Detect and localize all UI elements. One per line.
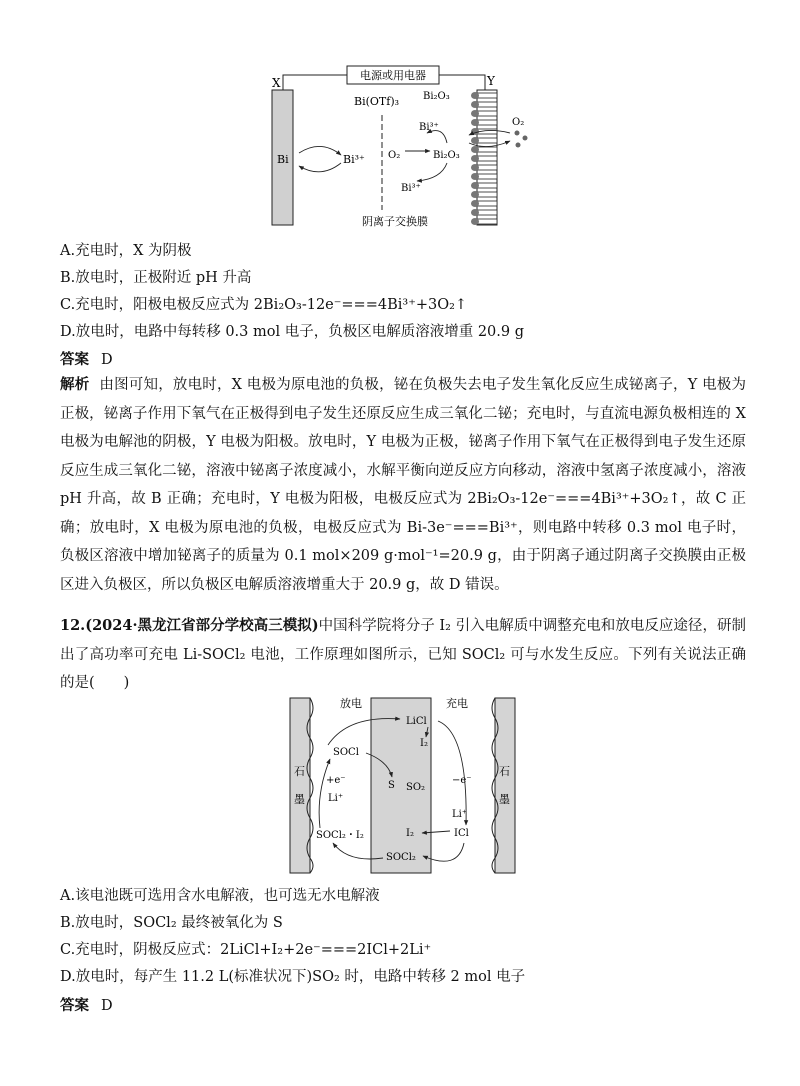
electrode-rod [477,192,497,197]
q11-option-d: D.放电时，电路中每转移 0.3 mol 电子，负极区电解质溶液增重 20.9 g [60,324,525,340]
o2-dot [523,136,528,141]
porous-electrode [471,90,497,225]
bi2o3-mid-label: Bi₂O₃ [433,150,460,161]
q12-stem [60,612,746,698]
q12-option-c: C.充电时，阴极反应式：2LiCl+I₂+2e⁻===2ICl+2Li⁺ [60,942,432,958]
electrode-rod [477,147,497,152]
q12-option-b: B.放电时，SOCl₂ 最终被氧化为 S [60,915,283,931]
plus-e-label: +e⁻ [326,775,346,786]
bi2o3-particle [471,182,479,189]
electrode-x-label: X [272,76,281,90]
electrode-rod [477,111,497,116]
socl-label: SOCl [333,747,359,758]
bi2o3-top-label: Bi₂O₃ [423,91,450,102]
right-wire [439,75,485,90]
minus-e-label: −e⁻ [452,775,472,786]
answer-label: 答案 [60,351,89,368]
q12-answer [60,996,113,1016]
analysis-text: 由图可知，放电时，X 电极为原电池的负极，铋在负极失去电子发生氧化反应生成铋离子，Y 电极为正极，铋离子作用下氧气在正极得到电子发生还原反应生成三氧化二铋；充电时，与直流电源负极相连的 X 电极为电解池的阴极，Y 电极为阳极。放电时，Y 电极为正极，铋离子作用下氧气在正极得到电子发生还原反应生成三氧化二铋，溶液中铋离子浓度减小，水解平衡向逆反应方向移动，溶液中氢离子浓度减小，溶液 pH 升高，故 B 正确；充电时，Y 电极为阳极，电极反应式为 2Bi₂O₃-12e⁻===4Bi³⁺+3O₂↑，故 C 正确；放电时，X 电极为原电池的负极，电极反应式为 Bi-3e⁻===Bi³⁺，则电路中转移 0.3 mol 电子时，负极区溶液中增加铋离子的质量为 0.1 mol×209 g·mol⁻¹=20.9 g，由于阴离子通过阴离子交换膜由正极区进入负极区，所以负极区电解质溶液增重大于 20.9 g，故 D 错误。 [60,377,746,593]
o2-right-label: O₂ [512,117,525,128]
membrane-label: 阴离子交换膜 [362,215,428,228]
electrode-rod [477,120,497,125]
q12-option-d: D.放电时，每产生 11.2 L(标准状况下)SO₂ 时，电路中转移 2 mol 电子 [60,969,526,985]
electrode-rod [477,138,497,143]
o2-mid-label: O₂ [388,150,401,161]
figure-bi-o2-battery [255,55,545,235]
arrow-bi2o3-cycle-bottom [417,163,447,181]
electrode-rod [477,156,497,161]
s-label: S [388,780,395,791]
bi-label: Bi [277,153,289,166]
bi2o3-particle [471,92,479,99]
licl-label: LiCl [406,716,427,727]
i2-bottom-label: I₂ [406,828,414,839]
q12-source: 12.(2024·黑龙江省部分学校高三模拟) [60,617,319,634]
arrow-ion-to-bi [299,163,341,172]
bi2o3-particle [471,173,479,180]
o2-dot [516,143,521,148]
li-plus-left-label: Li⁺ [328,793,344,804]
o2-dot [515,131,520,136]
figure-li-socl2-battery [288,693,523,878]
q12-option-a: A.该电池既可选用含水电解液，也可选无水电解液 [60,888,380,904]
left-graphite-label-2: 墨 [294,793,305,806]
left-graphite-label-1: 石 [294,765,305,778]
icl-label: ICl [454,828,469,839]
socl2-bottom-label: SOCl₂ [386,852,416,863]
electrode-rod [477,165,497,170]
arrow-bi-to-ion [299,146,341,155]
discharge-label: 放电 [340,697,362,710]
bi2o3-particle [471,137,479,144]
answer-label: 答案 [60,997,89,1014]
q11-answer [60,350,113,370]
bi2o3-particle [471,155,479,162]
right-graphite-label-2: 墨 [499,793,510,806]
analysis-label: 解析 [60,376,90,393]
right-graphite-label-1: 石 [499,765,510,778]
answer-value: D [101,352,113,368]
electrode-rod [477,102,497,107]
li-plus-right-label: Li⁺ [452,809,468,820]
bi2o3-particle [471,200,479,207]
q11-analysis [60,371,746,599]
q11-option-c: C.充电时，阳极电极反应式为 2Bi₂O₃-12e⁻===4Bi³⁺+3O₂↑ [60,297,468,313]
answer-value: D [101,998,113,1014]
q11-option-a: A.充电时，X 为阴极 [60,243,192,259]
bi-ion-bottom-label: Bi³⁺ [401,183,421,194]
power-box-label: 电源或用电器 [360,69,426,82]
bi2o3-particle [471,146,479,153]
electrode-rod [477,210,497,215]
bi-ion-top-label: Bi³⁺ [419,122,439,133]
i2-top-label: I₂ [420,738,428,749]
left-wire [283,75,347,90]
electrode-rod [477,93,497,98]
bi2o3-particle [471,191,479,198]
bi2o3-particle [471,101,479,108]
q12-stem-text: 中国科学院将分子 I₂ 引入电解质中调整充电和放电反应途径，研制出了高功率可充电 Li-SOCl₂ 电池，工作原理如图所示，已知 SOCl₂ 可与水发生反应。下列有关说法正确的是( ) [60,618,746,691]
charge-label: 充电 [446,697,468,710]
bi2o3-particle [471,110,479,117]
electrode-rod [477,174,497,179]
bi2o3-particle [471,209,479,216]
electrolyte-label: Bi(OTf)₃ [354,95,400,108]
bi-ion-left-label: Bi³⁺ [343,153,365,166]
electrode-rod [477,219,497,224]
so2-label: SO₂ [406,782,426,793]
socl2-i2-label: SOCl₂・I₂ [316,830,364,841]
bi2o3-particle [471,164,479,171]
q11-option-b: B.放电时，正极附近 pH 升高 [60,270,252,286]
electrode-rod [477,183,497,188]
bi2o3-particle [471,119,479,126]
electrode-rod [477,201,497,206]
electrode-y-label: Y [487,74,495,88]
bi2o3-particle [471,218,479,225]
